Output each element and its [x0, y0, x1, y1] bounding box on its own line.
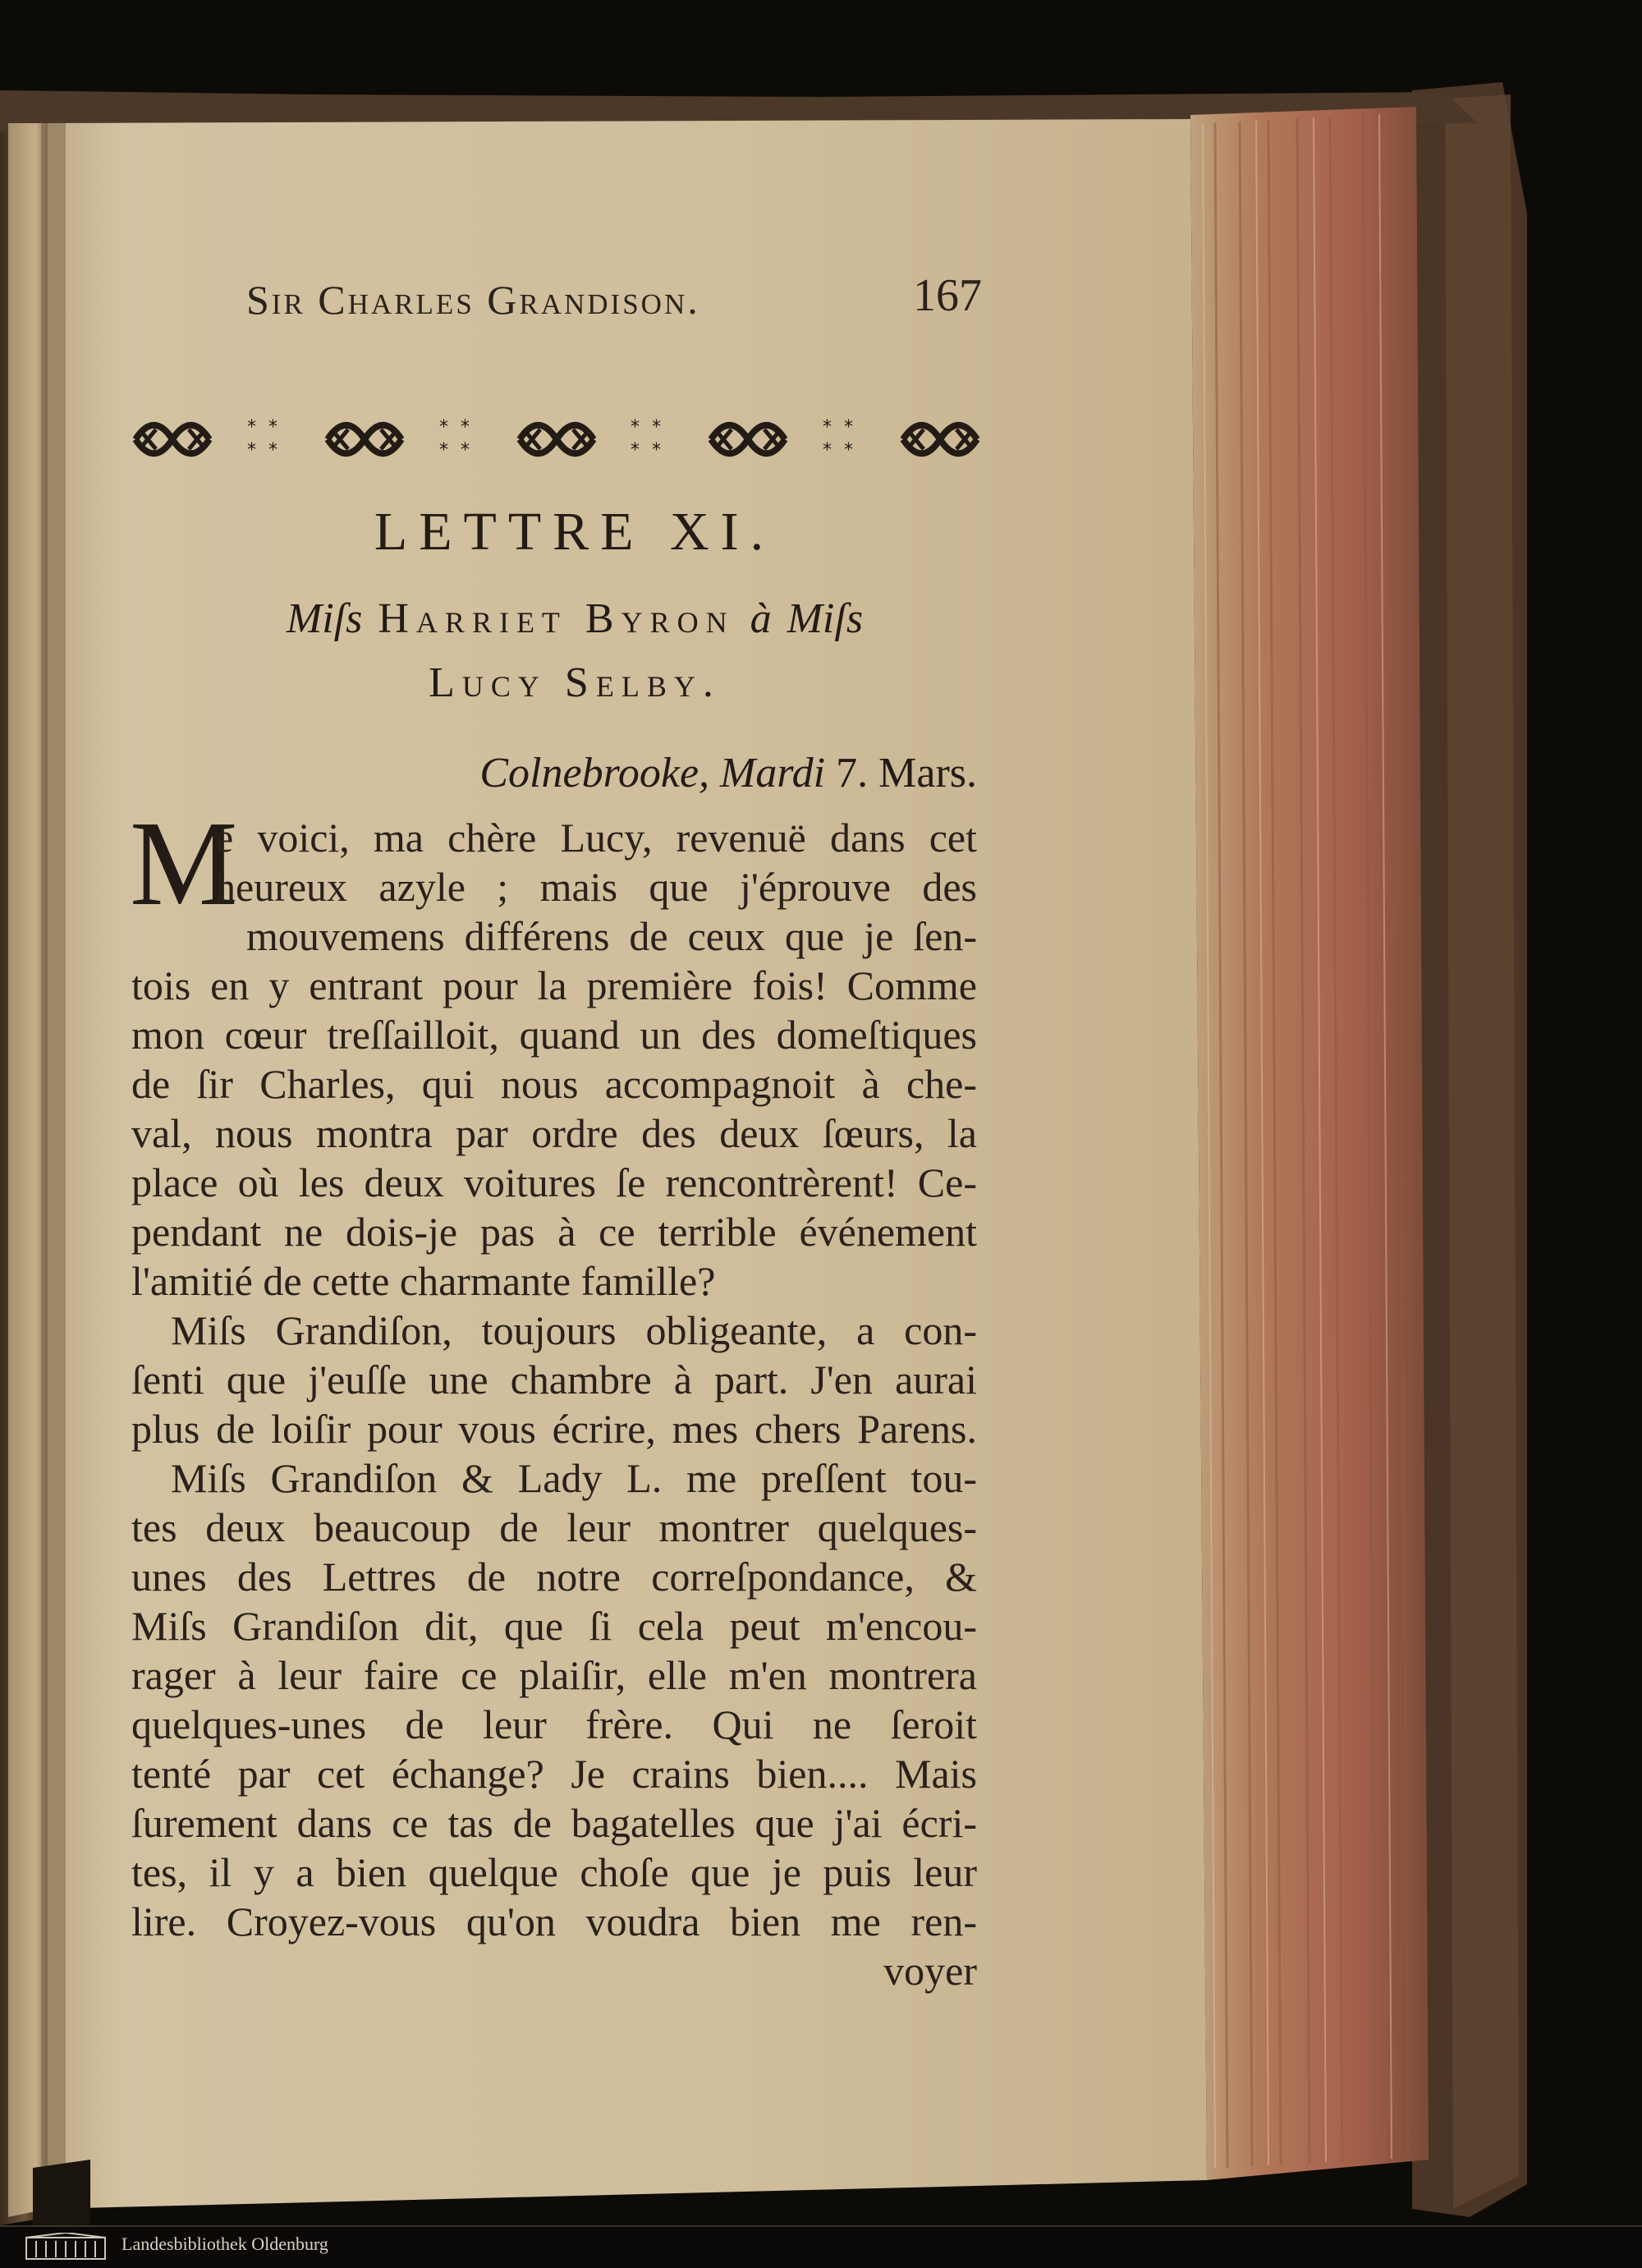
svg-text:*: *: [844, 417, 854, 438]
body-line: lire. Croyez-vous qu'on voudra bien me ren-: [131, 1898, 977, 1944]
body-line: tenté par cet échange? Je crains bien.... Mais: [131, 1751, 977, 1797]
svg-text:*: *: [246, 417, 256, 438]
library-building-icon: [25, 2233, 107, 2261]
body-line: mon cœur treſſailloit, quand un des domeſtiques: [131, 1012, 977, 1058]
asterisk-cluster-icon: [819, 416, 869, 462]
svg-text:*: *: [652, 417, 662, 438]
body-line: mouvemens différens de ceux que je ſen-: [246, 913, 977, 959]
heading-from-prefix: Miſs: [286, 595, 363, 642]
body-line: plus de loiſir pour vous écrire, mes chers Parens.: [131, 1406, 977, 1452]
body-line: de ſir Charles, qui nous accompagnoit à che-: [131, 1061, 977, 1107]
svg-text:*: *: [268, 417, 277, 438]
body-line: ſenti que j'euſſe une chambre à part. J'en aurai: [131, 1357, 977, 1403]
body-line: Miſs Grandiſon dit, que ſi cela peut m'encou-: [131, 1603, 977, 1649]
svg-text:*: *: [246, 440, 256, 461]
body-line: rager à leur faire ce plaiſir, elle m'en montrera: [131, 1652, 977, 1698]
body-line: tois en y entrant pour la première fois! Comme: [131, 962, 977, 1008]
svg-text:*: *: [823, 417, 832, 438]
svg-text:*: *: [438, 440, 448, 461]
catchword: voyer: [883, 1948, 977, 1994]
knot-ornament-icon: [899, 416, 981, 462]
asterisk-cluster-icon: [436, 416, 485, 462]
heading-joiner: à: [750, 595, 772, 642]
asterisk-cluster-icon: [244, 416, 293, 462]
body-line: l'amitié de cette charmante famille?: [131, 1258, 716, 1304]
svg-text:*: *: [823, 440, 832, 461]
ornament-row: [131, 411, 981, 468]
svg-text:*: *: [631, 417, 640, 438]
page-number: 167: [913, 270, 982, 321]
svg-text:*: *: [631, 440, 640, 461]
body-line: tes, il y a bien quelque choſe que je puis leur: [131, 1849, 977, 1895]
svg-text:*: *: [844, 440, 854, 461]
knot-ornament-icon: [131, 416, 213, 462]
svg-text:*: *: [438, 417, 448, 438]
running-head-title: Sir Charles Grandison.: [246, 277, 700, 323]
body-line: place où les deux voitures ſe rencontrèrent! Ce-: [131, 1159, 977, 1205]
body-line: val, nous montra par ordre des deux ſœurs, la: [131, 1110, 977, 1156]
dateline: [131, 749, 977, 797]
letter-heading: [164, 587, 985, 715]
body-line: Miſs Grandiſon, toujours obligeante, a con-: [171, 1307, 977, 1353]
body-line: pendant ne dois-je pas à ce terrible événement: [131, 1209, 977, 1255]
dateline-day: Mardi: [720, 750, 826, 797]
body-line: unes des Lettres de notre correſpondance, &: [131, 1554, 977, 1600]
body-line: tes deux beaucoup de leur montrer quelques-: [131, 1504, 977, 1550]
knot-ornament-icon: [323, 416, 406, 462]
knot-ornament-icon: [516, 416, 598, 462]
body-line: e voici, ma chère Lucy, revenuë dans cet: [215, 815, 977, 861]
heading-recipient-name: Lucy Selby.: [429, 659, 721, 706]
library-label: Landesbibliothek Oldenburg: [122, 2234, 328, 2254]
body-line: heureux azyle ; mais que j'éprouve des: [215, 864, 977, 910]
body-line: quelques-unes de leur frère. Qui ne ſeroit: [131, 1701, 977, 1747]
asterisk-cluster-icon: [627, 416, 677, 462]
svg-text:*: *: [460, 417, 470, 438]
running-head: [246, 276, 1002, 324]
letter-title: LETTRE XI.: [374, 502, 776, 562]
body-line: ſurement dans ce tas de bagatelles que j'ai écri-: [131, 1800, 977, 1846]
knot-ornament-icon: [707, 416, 789, 462]
svg-text:*: *: [460, 440, 470, 461]
svg-text:*: *: [268, 440, 277, 461]
body-line: Miſs Grandiſon & Lady L. me preſſent tou-: [171, 1455, 977, 1501]
dateline-date: 7. Mars.: [836, 750, 977, 797]
heading-sender-name: Harriet Byron: [378, 595, 735, 642]
svg-text:*: *: [652, 440, 662, 461]
heading-to-prefix: Miſs: [787, 595, 864, 642]
dateline-place: Colnebrooke,: [479, 750, 710, 797]
letter-heading-line-1: [164, 587, 985, 651]
drop-cap: M: [130, 797, 238, 931]
